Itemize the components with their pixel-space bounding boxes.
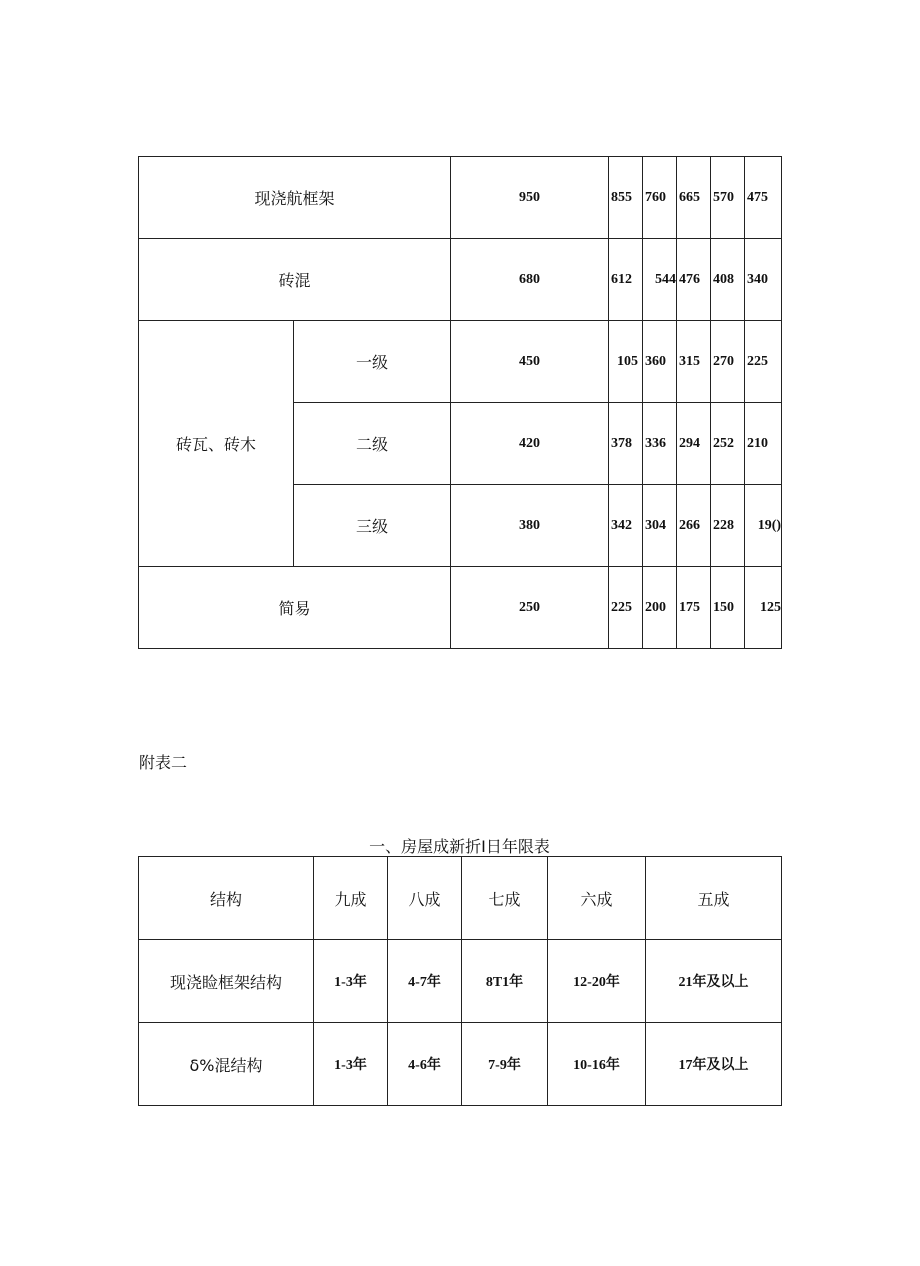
structure-cell: 现浇睑框架结构 bbox=[139, 940, 314, 1023]
years-cell: 17年及以上 bbox=[646, 1023, 782, 1106]
value-cell: 210 bbox=[745, 403, 782, 485]
years-cell: 10-16年 bbox=[548, 1023, 646, 1106]
value-cell: 570 bbox=[711, 157, 745, 239]
years-cell: 1-3年 bbox=[314, 940, 388, 1023]
structure-cell: δ%混结构 bbox=[139, 1023, 314, 1106]
value-cell: 304 bbox=[643, 485, 677, 567]
table-row bbox=[139, 239, 782, 321]
grade-cell: 二级 bbox=[294, 403, 451, 485]
column-header: 九成 bbox=[314, 857, 388, 940]
value-cell: 266 bbox=[677, 485, 711, 567]
table-row bbox=[139, 157, 782, 239]
years-cell: 4-7年 bbox=[388, 940, 462, 1023]
value-cell: 408 bbox=[711, 239, 745, 321]
value-cell: 665 bbox=[677, 157, 711, 239]
value-cell: 475 bbox=[745, 157, 782, 239]
value-cell: 228 bbox=[711, 485, 745, 567]
depreciation-years-table bbox=[138, 856, 782, 1106]
value-cell: 105 bbox=[609, 321, 643, 403]
value-cell: 19() bbox=[745, 485, 782, 567]
table-row bbox=[139, 567, 782, 649]
value-cell: 760 bbox=[643, 157, 677, 239]
value-cell: 342 bbox=[609, 485, 643, 567]
years-cell: 12-20年 bbox=[548, 940, 646, 1023]
structure-cell: 砖混 bbox=[139, 239, 451, 321]
value-cell: 200 bbox=[643, 567, 677, 649]
value-cell: 175 bbox=[677, 567, 711, 649]
table-row bbox=[139, 321, 782, 403]
column-header: 六成 bbox=[548, 857, 646, 940]
group-structure-cell: 砖瓦、砖木 bbox=[139, 321, 294, 567]
table-row bbox=[139, 940, 782, 1023]
grade-cell: 三级 bbox=[294, 485, 451, 567]
column-header: 结构 bbox=[139, 857, 314, 940]
base-value-cell: 680 bbox=[451, 239, 609, 321]
value-cell: 225 bbox=[745, 321, 782, 403]
value-cell: 612 bbox=[609, 239, 643, 321]
table-row bbox=[139, 1023, 782, 1106]
value-cell: 270 bbox=[711, 321, 745, 403]
column-header: 五成 bbox=[646, 857, 782, 940]
depreciation-price-table bbox=[138, 156, 782, 649]
years-cell: 1-3年 bbox=[314, 1023, 388, 1106]
table-header-row bbox=[139, 857, 782, 940]
base-value-cell: 950 bbox=[451, 157, 609, 239]
column-header: 七成 bbox=[462, 857, 548, 940]
years-cell: 4-6年 bbox=[388, 1023, 462, 1106]
value-cell: 252 bbox=[711, 403, 745, 485]
value-cell: 294 bbox=[677, 403, 711, 485]
base-value-cell: 380 bbox=[451, 485, 609, 567]
value-cell: 225 bbox=[609, 567, 643, 649]
base-value-cell: 450 bbox=[451, 321, 609, 403]
value-cell: 378 bbox=[609, 403, 643, 485]
column-header: 八成 bbox=[388, 857, 462, 940]
value-cell: 150 bbox=[711, 567, 745, 649]
value-cell: 336 bbox=[643, 403, 677, 485]
base-value-cell: 420 bbox=[451, 403, 609, 485]
value-cell: 476 bbox=[677, 239, 711, 321]
structure-cell: 简易 bbox=[139, 567, 451, 649]
value-cell: 340 bbox=[745, 239, 782, 321]
years-cell: 8T1年 bbox=[462, 940, 548, 1023]
table-title: 一、房屋成新折I日年限表 bbox=[369, 837, 550, 856]
value-cell: 315 bbox=[677, 321, 711, 403]
base-value-cell: 250 bbox=[451, 567, 609, 649]
years-cell: 7-9年 bbox=[462, 1023, 548, 1106]
structure-cell: 现浇航框架 bbox=[139, 157, 451, 239]
years-cell: 21年及以上 bbox=[646, 940, 782, 1023]
appendix-label: 附表二 bbox=[139, 753, 188, 772]
value-cell: 125 bbox=[745, 567, 782, 649]
value-cell: 544 bbox=[643, 239, 677, 321]
value-cell: 360 bbox=[643, 321, 677, 403]
grade-cell: 一级 bbox=[294, 321, 451, 403]
value-cell: 855 bbox=[609, 157, 643, 239]
